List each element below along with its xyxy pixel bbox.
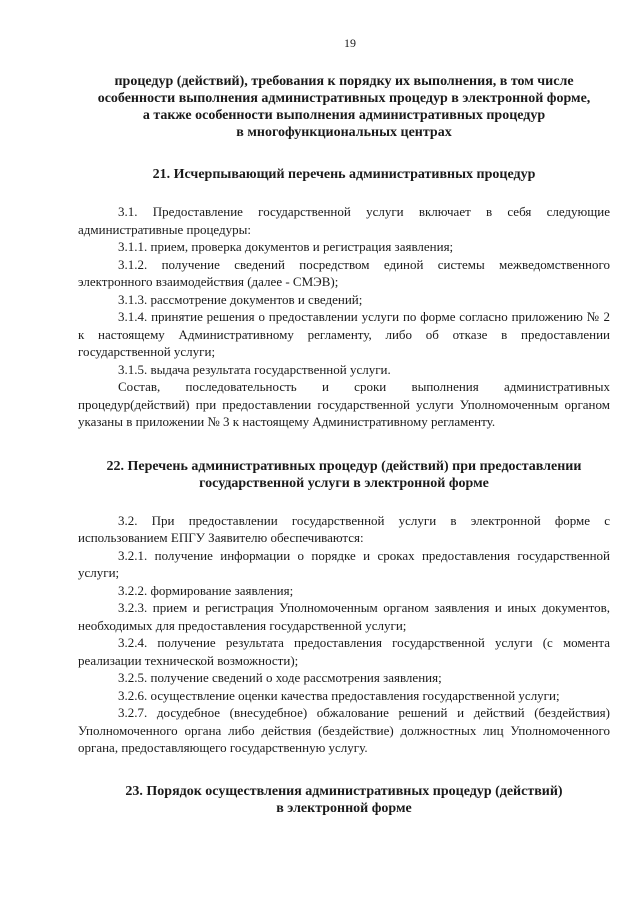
- paragraph-3-1-1: 3.1.1. прием, проверка документов и регистрация заявления;: [118, 239, 454, 254]
- paragraph-composition: Состав, последовательность и сроки выполнения административных процедур(действий) при предоставлении государственной услуги Уполномоченным органом указаны в приложении № 3 к настоящему Административному регламенту.: [78, 379, 610, 429]
- heading-line: 21. Исчерпывающий перечень административных процедур: [152, 167, 536, 182]
- paragraph-3-1-3: 3.1.3. рассмотрение документов и сведений;: [118, 291, 363, 307]
- paragraph-3-2-2: 3.2.2. формирование заявления;: [118, 582, 294, 598]
- heading-line: процедур (действий), требования к порядку их выполнения, в том числе: [114, 74, 574, 89]
- section-23-heading: [78, 783, 610, 817]
- paragraph-3-1-4: 3.1.4. принятие решения о предоставлении услуги по форме согласно приложению № 2 к настоящему Административному регламенту, либо об отказе в предоставлении государственной услуги;: [78, 309, 610, 359]
- section-21-heading: [78, 166, 610, 183]
- paragraph-3-2-1: 3.2.1. получение информации о порядке и сроках предоставления государственной услуги;: [78, 547, 610, 580]
- paragraph-3-2-7: 3.2.7. досудебное (внесудебное) обжалование решений и действий (бездействия) Уполномоченного органа либо действия (бездействие) должностных лиц Уполномоченного органа, предоставляющего государственную услугу.: [78, 705, 610, 755]
- intro-heading: [78, 73, 610, 141]
- paragraph-3-2-6: 3.2.6. осуществление оценки качества предоставления государственной услуги;: [118, 687, 560, 703]
- heading-line: в электронной форме: [276, 800, 412, 816]
- paragraph-3-1-5: 3.1.5. выдача результата государственной услуги.: [118, 361, 391, 377]
- heading-line: а также особенности выполнения административных процедур: [142, 108, 546, 123]
- paragraph-3-2-5: 3.2.5. получение сведений о ходе рассмотрения заявления;: [118, 670, 442, 685]
- section-22-heading: [78, 458, 610, 492]
- page-number: 19: [344, 36, 356, 50]
- paragraph-3-1-2: 3.1.2. получение сведений посредством единой системы межведомственного электронного взаимодействия (далее - СМЭВ);: [78, 256, 610, 289]
- paragraph-3-2: 3.2. При предоставлении государственной услуги в электронной форме с использованием ЕПГУ Заявителю обеспечиваются:: [78, 512, 610, 545]
- heading-line: 23. Порядок осуществления административных процедур (действий): [125, 783, 563, 799]
- heading-line: в многофункциональных центрах: [236, 125, 452, 140]
- section-21-body: [78, 203, 610, 431]
- paragraph-3-2-4: 3.2.4. получение результата предоставления государственной услуги (с момента реализации технической возможности);: [78, 635, 610, 668]
- paragraph-3-1: 3.1. Предоставление государственной услуги включает в себя следующие административные процедуры:: [78, 204, 610, 237]
- section-22-body: [78, 512, 610, 757]
- paragraph-3-2-3: 3.2.3. прием и регистрация Уполномоченным органом заявления и иных документов, необходимых для предоставления государственной услуги;: [78, 600, 610, 633]
- heading-line: особенности выполнения административных процедур в электронной форме,: [97, 91, 591, 106]
- heading-line: государственной услуги в электронной форме: [199, 475, 489, 491]
- heading-line: 22. Перечень административных процедур (действий) при предоставлении: [106, 458, 582, 474]
